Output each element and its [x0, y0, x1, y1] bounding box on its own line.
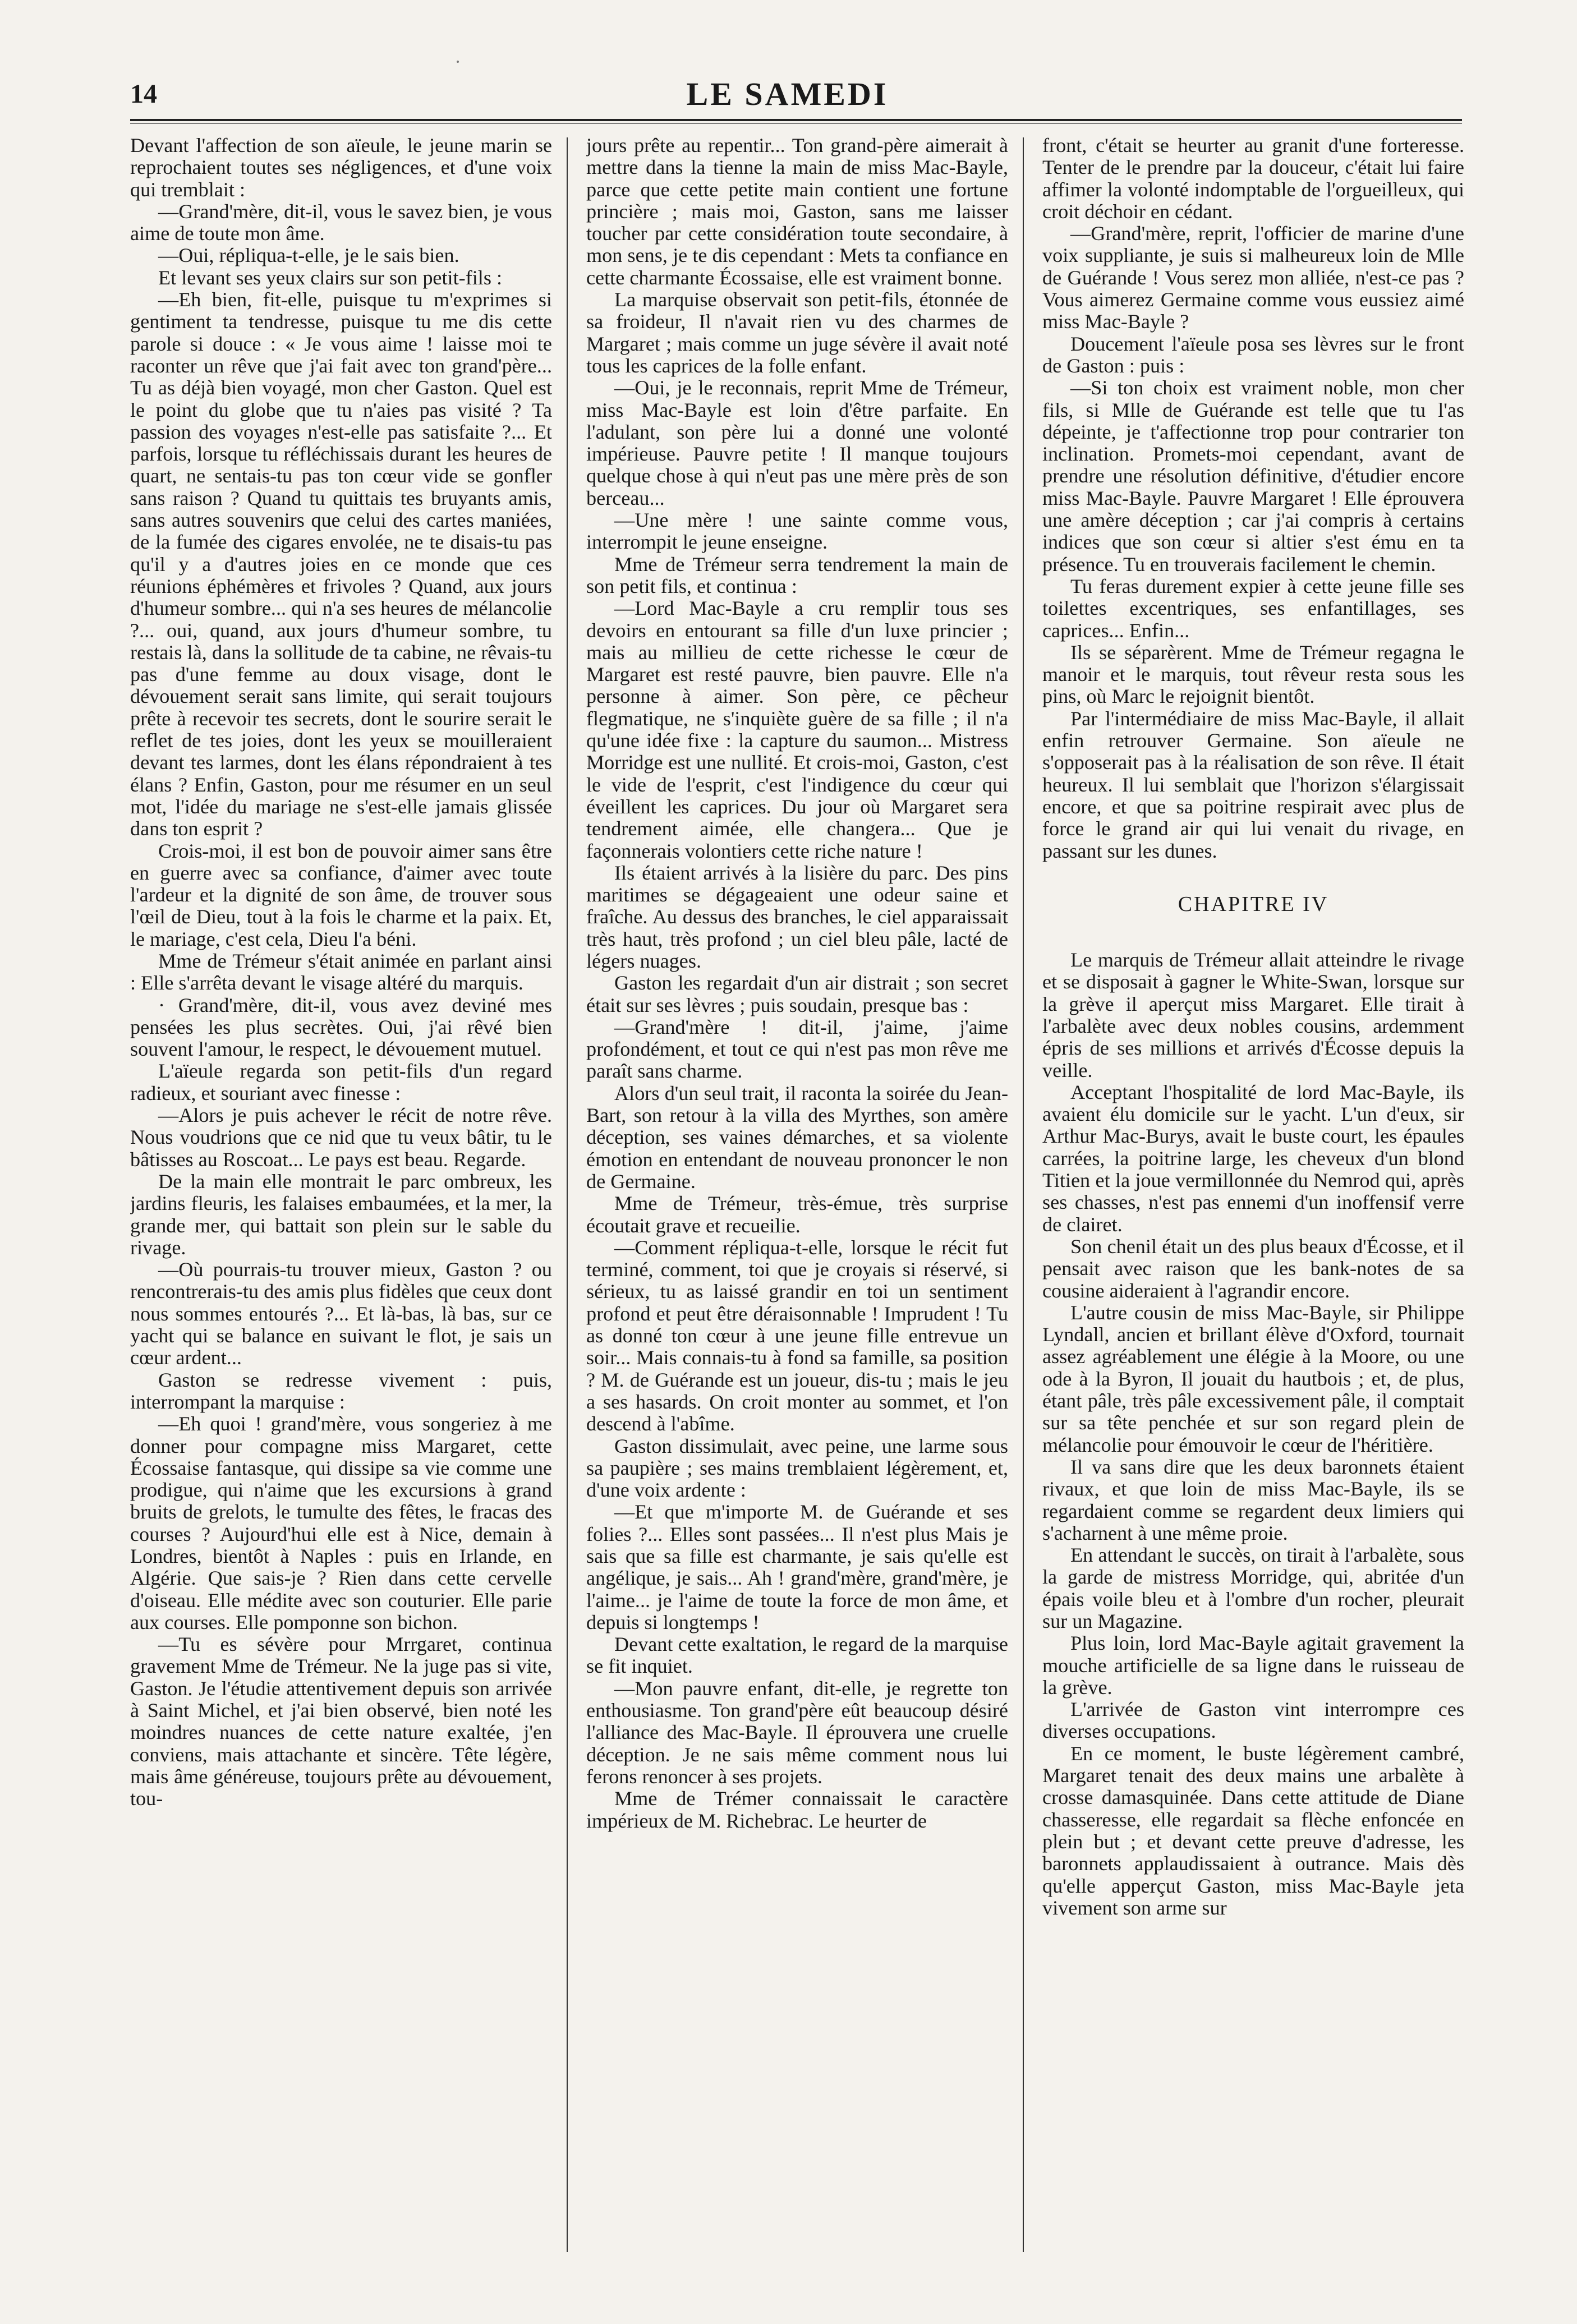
paragraph: —Grand'mère, reprit, l'officier de marine d'une voix suppliante, je suis si malheureux loin de Mlle de Guérande ! Vous serez mon alliée, n'est-ce pas ? Vous aimerez Germaine comme vous eussiez aimé miss Mac-Bayle ?	[1042, 222, 1464, 333]
paragraph: De la main elle montrait le parc ombreux, les jardins fleuris, les falaises embaumées, et la mer, la grande mer, qui battait son plein sur le sable du rivage.	[130, 1170, 552, 1259]
paragraph: —Oui, je le reconnais, reprit Mme de Trémeur, miss Mac-Bayle est loin d'être parfaite. En l'adulant, son père lui a donné une volonté impérieuse. Pauvre petite ! Il manque toujours quelque chose à qui n'eut pas une mère près de son berceau...	[586, 376, 1008, 509]
paragraph: Mme de Trémeur serra tendrement la main de son petit fils, et continua :	[586, 553, 1008, 597]
paragraph: —Lord Mac-Bayle a cru remplir tous ses devoirs en entourant sa fille d'un luxe princier ; mais au millieu de cette richesse le cœur de Margaret est resté pauvre, bien pauvre. Elle n'a personne à aimer. Son père, ce pêcheur flegmatique, ne s'inquiète guère de sa fille ; il n'a qu'une idée fixe : la capture du saumon... Mistress Morridge est une nullité. Et crois-moi, Gaston, c'est le vide de l'esprit, c'est l'indigence du cœur qui éveillent les caprices. Du jour où Margaret sera tendrement aimée, elle changera... Que je façonnerais volontiers cette riche nature !	[586, 597, 1008, 862]
paragraph: Gaston se redresse vivement : puis, interrompant la marquise :	[130, 1368, 552, 1413]
paragraph: Mme de Trémer connaissait le caractère impérieux de M. Richebrac. Le heurter de	[586, 1787, 1008, 1832]
paragraph: Acceptant l'hospitalité de lord Mac-Bayle, ils avaient élu domicile sur le yacht. L'un d'eux, sir Arthur Mac-Burys, avait le buste court, les épaules carrées, la poitrine large, les cheveux d'un blond Titien et la joue vermillonnée du Nemrod qui, après ses chasses, n'est pas ennemi d'un inoffensif verre de clairet.	[1042, 1080, 1464, 1236]
paragraph: Devant l'affection de son aïeule, le jeune marin se reprochaient toutes ses négligences, et d'une voix qui tremblait :	[130, 135, 552, 201]
paragraph: L'autre cousin de miss Mac-Bayle, sir Philippe Lyndall, ancien et brillant élève d'Oxford, tournait assez agréablement une élégie à la Moore, ou une ode à la Byron, Il jouait du hautbois ; et, de plus, étant pâle, très pâle excessivement pâle, il comptait sur sa tête penchée et sur son regard plein de mélancolie pour émouvoir le cœur de l'héritière.	[1042, 1301, 1464, 1456]
paragraph: · Grand'mère, dit-il, vous avez deviné mes pensées les plus secrètes. Oui, j'ai rêvé bien souvent l'amour, le respect, le dévouement mutuel.	[130, 993, 552, 1061]
paragraph: —Oui, répliqua-t-elle, je le sais bien.	[158, 244, 459, 267]
paragraph: —Tu es sévère pour Mrrgaret, continua gravement Mme de Trémeur. Ne la juge pas si vite, Gaston. Je l'étudie attentivement depuis son arrivée à Saint Michel, et j'ai bien observé, bien noté les moindres nuances de cette nature exaltée, j'en conviens, mais attachante et sincère. Tête légère, mais âme généreuse, toujours prête au dévouement, tou-	[130, 1633, 552, 1810]
paragraph: Ils étaient arrivés à la lisière du parc. Des pins maritimes se dégageaient une odeur saine et fraîche. Au dessus des branches, le ciel apparaissait très haut, très profond ; un ciel bleu pâle, lacté de légers nuages.	[586, 861, 1008, 972]
paragraph: Et levant ses yeux clairs sur son petit-fils :	[158, 266, 503, 289]
paragraph: Par l'intermédiaire de miss Mac-Bayle, il allait enfin retrouver Germaine. Son aïeule ne s'opposerait pas à la réalisation de son rêve. Il était heureux. Il lui semblait que l'horizon s'élargissait encore, et que sa poitrine respirait avec plus de force le grand air qui lui venait du rivage, en passant sur les dunes.	[1042, 707, 1464, 862]
paragraph: —Alors je puis achever le récit de notre rêve. Nous voudrions que ce nid que tu veux bâtir, tu le bâtisses au Roscoat... Le pays est beau. Regarde.	[130, 1104, 552, 1171]
paragraph: Gaston les regardait d'un air distrait ; son secret était sur ses lèvres ; puis soudain, presque bas :	[586, 972, 1008, 1016]
paragraph: Le marquis de Trémeur allait atteindre le rivage et se disposait à gagner le White-Swan, lorsque sur la grève il aperçut miss Margaret. Elle tirait à l'arbalète avec deux nobles cousins, ardemment épris de ses millions et arrivés d'Écosse depuis la veille.	[1042, 949, 1464, 1082]
paragraph: Alors d'un seul trait, il raconta la soirée du Jean-Bart, son retour à la villa des Myrthes, son amère déception, ses vaines démarches, et sa violente émotion en entendant de nouveau prononcer le non de Germaine.	[586, 1082, 1008, 1193]
paragraph: Tu feras durement expier à cette jeune fille ses toilettes excentriques, ses enfantillages, ses caprices... Enfin...	[1042, 574, 1464, 642]
paragraph: —Eh bien, fit-elle, puisque tu m'exprimes si gentiment ta tendresse, puisque tu me dis cette parole si douce : « Je vous aime ! laisse moi te raconter un rêve que j'ai fait avec ton grand'père... Tu as déjà bien voyagé, mon cher Gaston. Quel est le point du globe que tu n'aies pas visité ? Ta passion des voyages n'est-elle pas satisfaite ?... Et parfois, lorsque tu réfléchissais durant les heures de quart, ne sentais-tu pas ton cœur vide se gonfler sans raison ? Quand tu quittais tes bruyants amis, sans autres souvenirs que celui des cartes maniées, de la fumée des cigares envolée, ne te disais-tu pas qu'il y a d'autres joies en ce monde que ces réunions éphémères et frivoles ? Quand, aux jours d'humeur sombre... qui n'a ses heures de mélancolie ?... oui, quand, aux jours d'humeur sombre, tu restais là, dans la sollitude de ta cabine, ne rêvais-tu pas d'une femme au doux visage, dont le dévouement serait sans limite, qui serait toujours prête à recevoir tes secrets, dont le sourire serait le reflet de tes joies, dont les yeux se mouilleraient devant tes larmes, dont les élans répondraient à tes élans ? Enfin, Gaston, pour me résumer en un seul mot, l'idée du mariage ne s'est-elle jamais glissée dans ton esprit ?	[130, 288, 552, 840]
text-column-2	[586, 135, 1008, 2255]
paragraph: —Où pourrais-tu trouver mieux, Gaston ? ou rencontrerais-tu des amis plus fidèles que ceux dont nous sommes entourés ?... Et là-bas, là bas, sur ce yacht qui se balance en suivant le flot, je sais un cœur ardent...	[130, 1258, 552, 1369]
paragraph: En ce moment, le buste légèrement cambré, Margaret tenait des deux mains une arbalète à crosse damasquinée. Dans cette attitude de Diane chasseresse, elle regardait sa flèche enfoncée en plein but ; et devant cette preuve d'adresse, les baronnets applaudissaient à outrance. Mais dès qu'elle apperçut Gaston, miss Mac-Bayle jeta vivement son arme sur	[1042, 1742, 1464, 1919]
paragraph: L'aïeule regarda son petit-fils d'un regard radieux, et souriant avec finesse :	[130, 1060, 552, 1105]
page-header	[130, 74, 1465, 113]
paragraph: En attendant le succès, on tirait à l'arbalète, sous la garde de mistress Morridge, qui, abritée d'un épais voile bleu et à l'ombre d'un rocher, pleurait sur un Magazine.	[1042, 1544, 1464, 1632]
paragraph: Gaston dissimulait, avec peine, une larme sous sa paupière ; ses mains tremblaient légèrement, et, d'une voix ardente :	[586, 1434, 1008, 1502]
paragraph: Devant cette exaltation, le regard de la marquise se fit inquiet.	[586, 1633, 1008, 1678]
paragraph: Son chenil était un des plus beaux d'Écosse, et il pensait avec raison que les bank-notes de sa cousine aideraient à l'agrandir encore.	[1042, 1235, 1464, 1302]
paragraph: La marquise observait son petit-fils, étonnée de sa froideur, Il n'avait rien vu des charmes de Margaret ; mais comme un juge sévère il avait noté tous les caprices de la folle enfant.	[586, 288, 1008, 377]
page-number: 14	[130, 79, 157, 109]
text-column-1	[130, 135, 552, 2255]
paragraph: Crois-moi, il est bon de pouvoir aimer sans être en guerre avec sa confiance, d'aimer avec toute l'ardeur et la dignité de son âme, de trouver sous l'œil de Dieu, tout à la fois le charme et la paix. Et, le mariage, c'est cela, Dieu l'a béni.	[130, 839, 552, 950]
paragraph: —Une mère ! une sainte comme vous, interrompit le jeune enseigne.	[586, 509, 1008, 554]
paragraph: —Grand'mère, dit-il, vous le savez bien, je vous aime de toute mon âme.	[130, 200, 552, 245]
paragraph: Il va sans dire que les deux baronnets étaient rivaux, et que loin de miss Mac-Bayle, ils se regardaient comme se regardent deux limiers qui s'acharnent à une même proie.	[1042, 1455, 1464, 1544]
paragraph: —Mon pauvre enfant, dit-elle, je regrette ton enthousiasme. Ton grand'père eût beaucoup désiré l'alliance des Mac-Bayle. Il éprouvera une cruelle déception. Je ne sais même comment nous lui ferons renoncer à ses projets.	[586, 1677, 1008, 1788]
paragraph: Doucement l'aïeule posa ses lèvres sur le front de Gaston : puis :	[1042, 332, 1464, 377]
header-rule	[130, 119, 1462, 121]
print-dot	[457, 61, 459, 63]
page-title: LE SAMEDI	[686, 75, 889, 112]
paragraph: Mme de Trémeur, très-émue, très surprise écoutait grave et recueilie.	[586, 1192, 1008, 1237]
paragraph: Mme de Trémeur s'était animée en parlant ainsi : Elle s'arrêta devant le visage altéré du marquis.	[130, 949, 552, 995]
paragraph: —Grand'mère ! dit-il, j'aime, j'aime profondément, et tout ce qui n'est pas mon rêve me paraît sans charme.	[586, 1015, 1008, 1083]
paragraph: jours prête au repentir... Ton grand-père aimerait à mettre dans la tienne la main de miss Mac-Bayle, parce que cette petite main contient une fortune princière ; mais moi, Gaston, sans me laisser toucher par cette considération toute secondaire, à mon sens, je te dis cependant : Mets ta confiance en cette charmante Écossaise, elle est vraiment bonne.	[586, 135, 1008, 289]
article-body	[130, 135, 1464, 2255]
paragraph: Plus loin, lord Mac-Bayle agitait gravement la mouche artificielle de sa ligne dans le ruisseau de la grève.	[1042, 1632, 1464, 1699]
paragraph: front, c'était se heurter au granit d'une forteresse. Tenter de le prendre par la douceur, c'était lui faire affimer la volonté indomptable de l'orgueilleux, qui croit déchoir en cédant.	[1042, 135, 1464, 223]
chapter-heading: CHAPITRE IV	[1178, 892, 1329, 916]
paragraph: Ils se séparèrent. Mme de Trémeur regagna le manoir et le marquis, tout rêveur resta sous les pins, où Marc le rejoignit bientôt.	[1042, 641, 1464, 708]
paragraph: —Comment répliqua-t-elle, lorsque le récit fut terminé, comment, toi que je croyais si réservé, si sérieux, tu as laissé grandir en toi un sentiment profond et peut être déraisonnable ! Imprudent ! Tu as donné ton cœur à une jeune fille entrevue un soir... Mais connais-tu à fond sa famille, sa position ? M. de Guérande est un joueur, dis-tu ; mais le jeu a ses hasards. On croit monter au sommet, et l'on descend à l'abîme.	[586, 1236, 1008, 1435]
paragraph: L'arrivée de Gaston vint interrompre ces diverses occupations.	[1042, 1698, 1464, 1743]
paragraph: —Et que m'importe M. de Guérande et ses folies ?... Elles sont passées... Il n'est plus Mais je sais que sa fille est charmante, je sais qu'elle est angélique, je sais... Ah ! grand'mère, grand'mère, je l'aime... je l'aime de toute la force de mon âme, et depuis si longtemps !	[586, 1501, 1008, 1633]
text-column-3	[1042, 135, 1464, 2255]
paragraph: —Eh quoi ! grand'mère, vous songeriez à me donner pour compagne miss Margaret, cette Écossaise fantasque, qui dissipe sa vie comme une prodigue, qui n'aime que les excursions à grand bruits de grelots, le tumulte des fêtes, le fracas des courses ? Aujourd'hui elle est à Nice, demain à Londres, bientôt à Naples : puis en Irlande, en Algérie. Que sais-je ? Rien dans cette cervelle d'oiseau. Elle médite avec son couturier. Elle parie aux courses. Elle pomponne son bichon.	[130, 1412, 552, 1633]
paragraph: —Si ton choix est vraiment noble, mon cher fils, si Mlle de Guérande est telle que tu l'as dépeinte, je t'affectionne trop pour contrarier ton inclination. Promets-moi cependant, avant de prendre une résolution définitive, d'étudier encore miss Mac-Bayle. Pauvre Margaret ! Elle éprouvera une amère déception ; car j'ai compris à certains indices que son cœur si altier s'est ému en ta présence. Tu en trouverais facilement le chemin.	[1042, 376, 1464, 576]
